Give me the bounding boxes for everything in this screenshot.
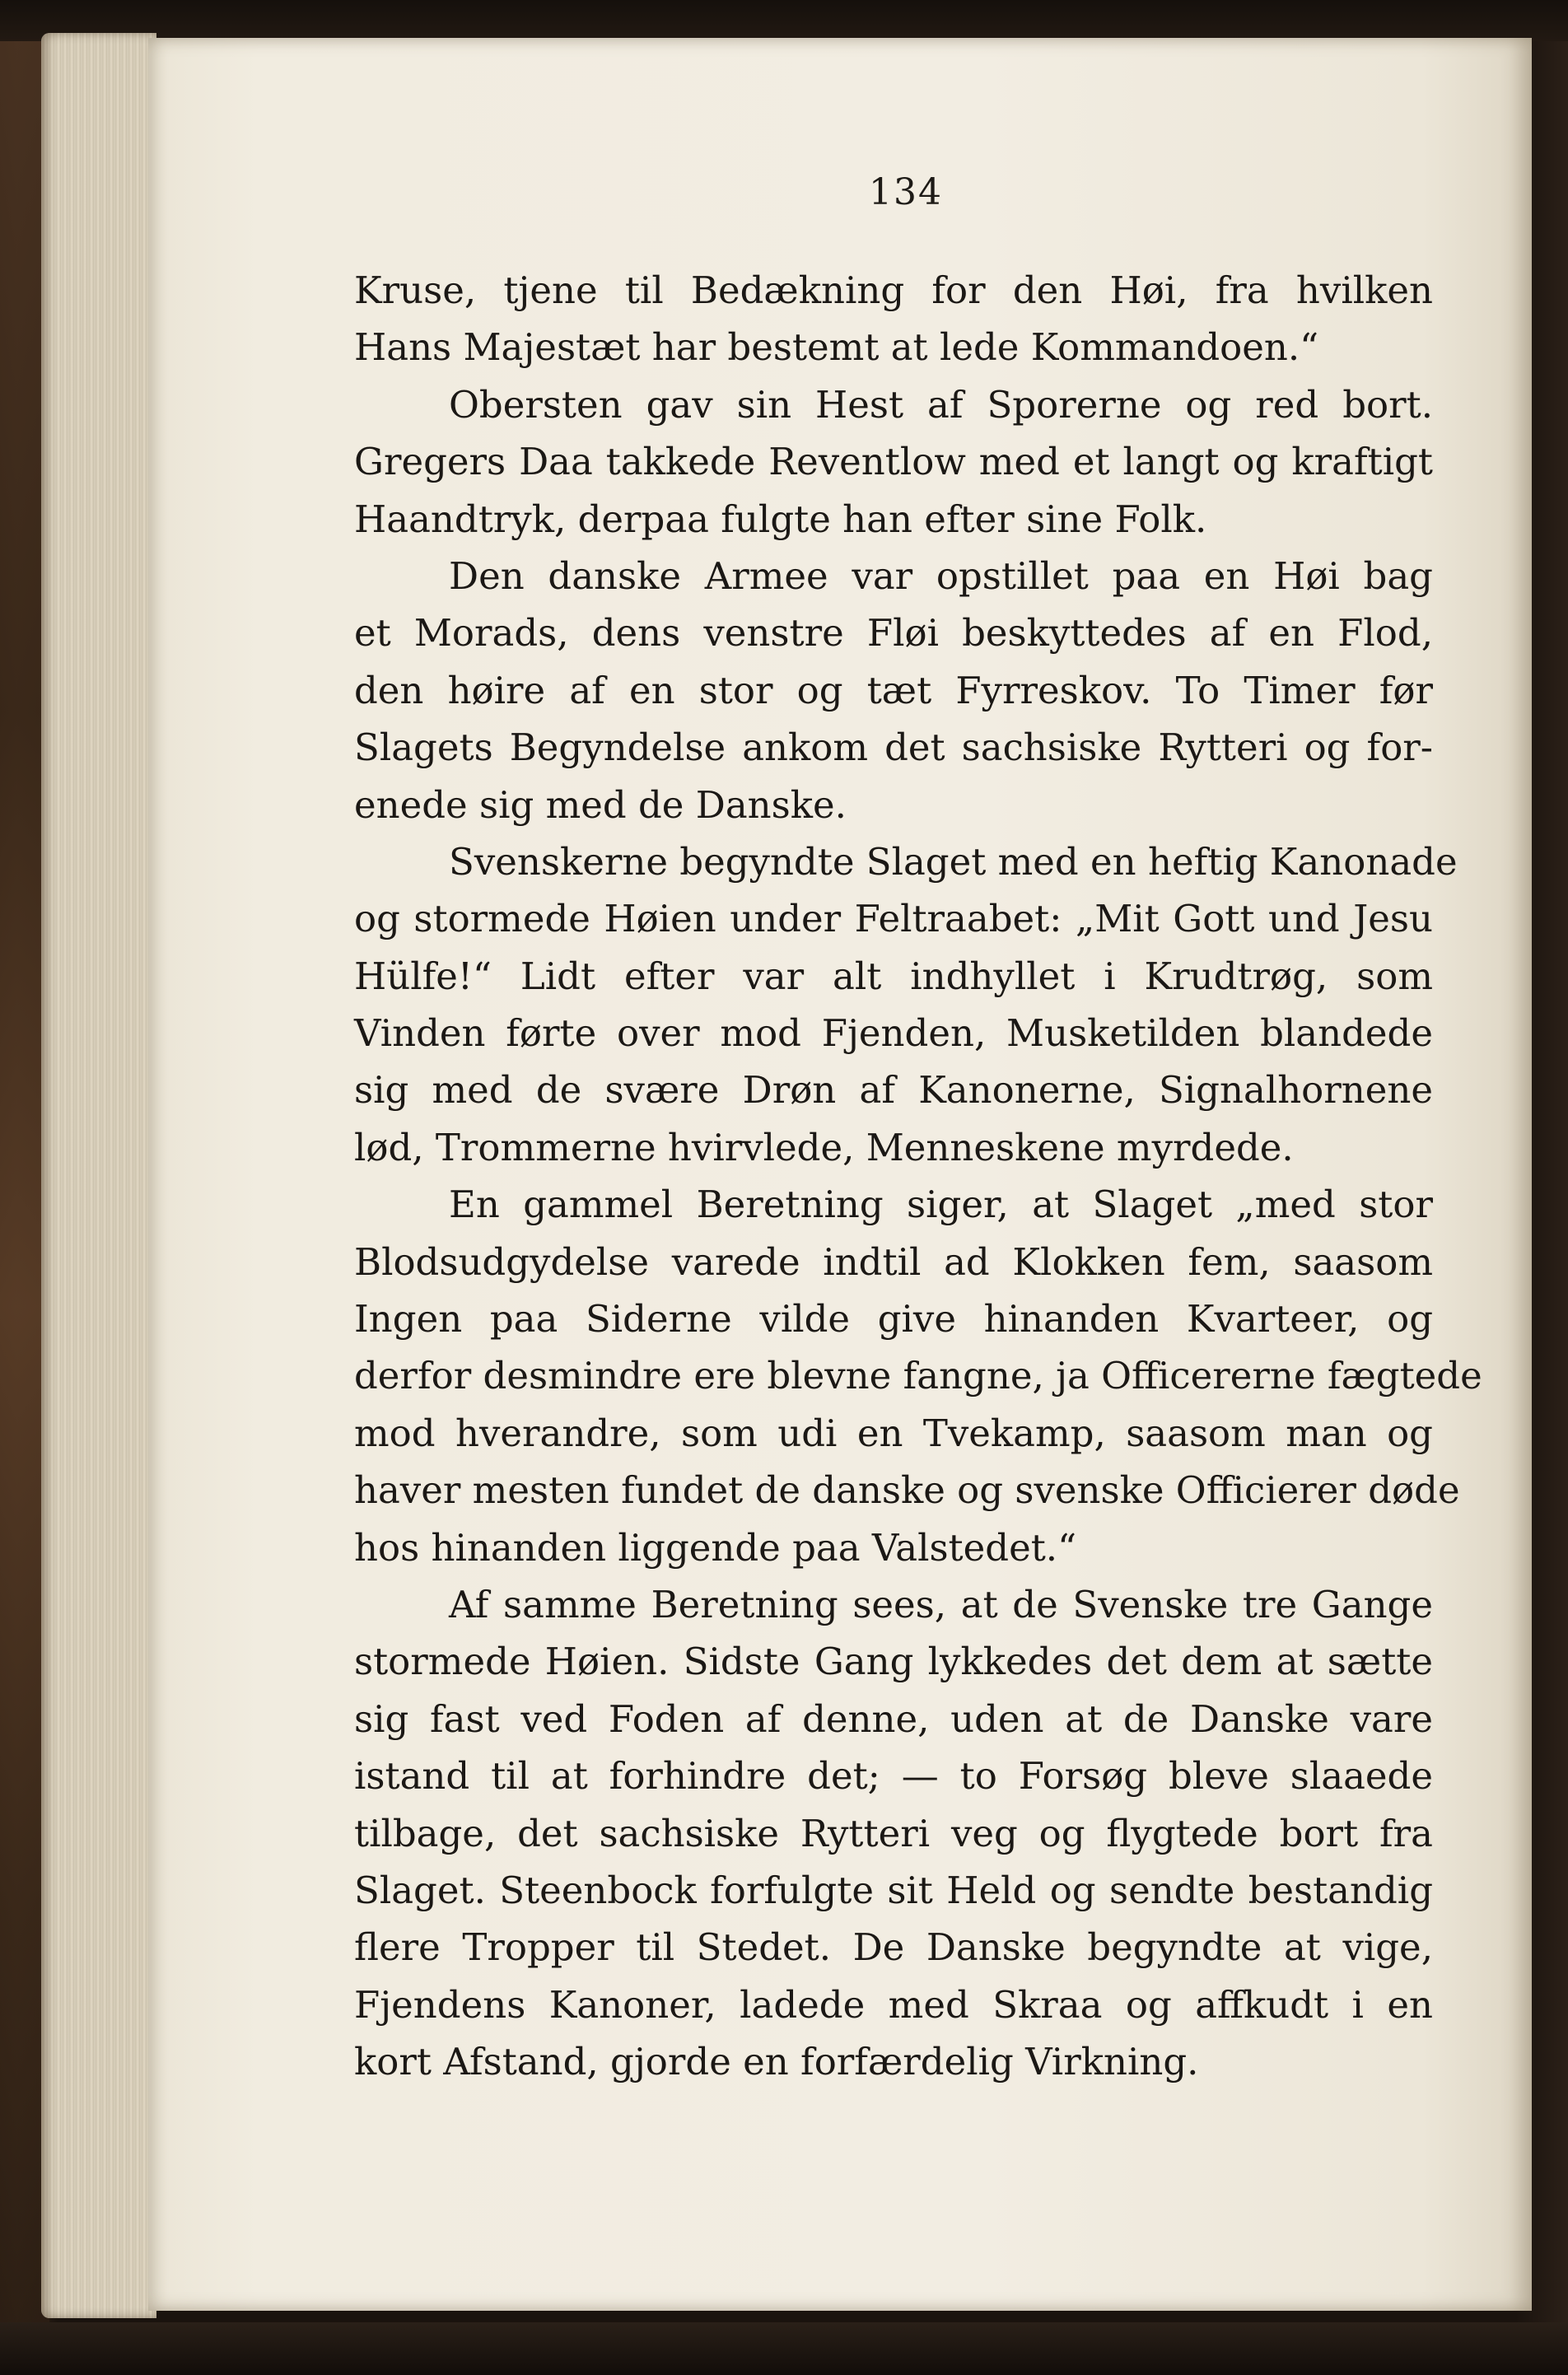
text-line: Ingen paa Siderne vilde give hinanden Kvarteer, og [354,1297,1433,1341]
text-line: Hans Majestæt har bestemt at lede Kommandoen.“ [354,325,1319,370]
page-block-edges [41,33,156,2318]
text-line: Fjendens Kanoner, ladede med Skraa og affkudt i en [354,1982,1433,2027]
text-line: Gregers Daa takkede Reventlow med et langt og kraftigt [354,440,1433,484]
text-line: istand til at forhindre det; — to Forsøg bleve slaaede [354,1754,1433,1799]
text-line: Haandtryk, derpaa fulgte han efter sine Folk. [354,497,1207,541]
text-line: Slagets Begyndelse ankom det sachsiske Rytteri og for- [354,726,1433,770]
text-line: Blodsudgydelse varede indtil ad Klokken fem, saasom [354,1239,1433,1284]
text-line: flere Tropper til Stedet. De Danske begyndte at vige, [354,1925,1433,1970]
text-line: sig fast ved Foden af denne, uden at de Danske vare [354,1696,1433,1741]
text-line: og stormede Høien under Feltraabet: „Mit Gott und Jesu [354,897,1433,941]
text-line: enede sig med de Danske. [354,782,847,827]
text-line: hos hinanden liggende paa Valstedet.“ [354,1525,1077,1570]
text-line: kort Afstand, gjorde en forfærdelig Virkning. [354,2040,1199,2084]
page-number: 134 [869,171,943,213]
top-shadow [0,0,1568,41]
text-line: Svenskerne begyndte Slaget med en heftig Kanonade [449,839,1458,884]
body-text [354,262,1482,2091]
text-line: Hülfe!“ Lidt efter var alt indhyllet i Krudtrøg, som [354,954,1433,998]
text-line: lød, Trommerne hvirvlede, Menneskene myrdede. [354,1125,1294,1169]
text-line: sig med de svære Drøn af Kanonerne, Signalhornene [354,1068,1433,1113]
text-line: den høire af en stor og tæt Fyrreskov. To Timer før [354,668,1433,712]
text-line: Af samme Beretning sees, at de Svenske tre Gange [449,1582,1433,1626]
text-line: Den danske Armee var opstillet paa en Høi bag [449,553,1433,598]
text-line: Vinden førte over mod Fjenden, Musketilden blandede [354,1011,1433,1056]
text-line: Kruse, tjene til Bedækning for den Høi, fra hvilken [354,268,1433,312]
bottom-shadow [0,2322,1568,2375]
text-line: Obersten gav sin Hest af Sporerne og red bort. [449,382,1433,427]
text-line: et Morads, dens venstre Fløi beskyttedes af en Flod, [354,611,1433,656]
text-line: haver mesten fundet de danske og svenske Officierer døde [354,1468,1460,1513]
text-line: derfor desmindre ere blevne fangne, ja Officererne fægtede [354,1354,1482,1398]
text-line: stormede Høien. Sidste Gang lykkedes det dem at sætte [354,1640,1433,1684]
text-line: Slaget. Steenbock forfulgte sit Held og sendte bestandig [354,1868,1433,1912]
text-line: tilbage, det sachsiske Rytteri veg og flygtede bort fra [354,1811,1433,1855]
text-line: En gammel Beretning siger, at Slaget „med stor [449,1183,1433,1227]
text-line: mod hverandre, som udi en Tvekamp, saasom man og [354,1411,1433,1455]
